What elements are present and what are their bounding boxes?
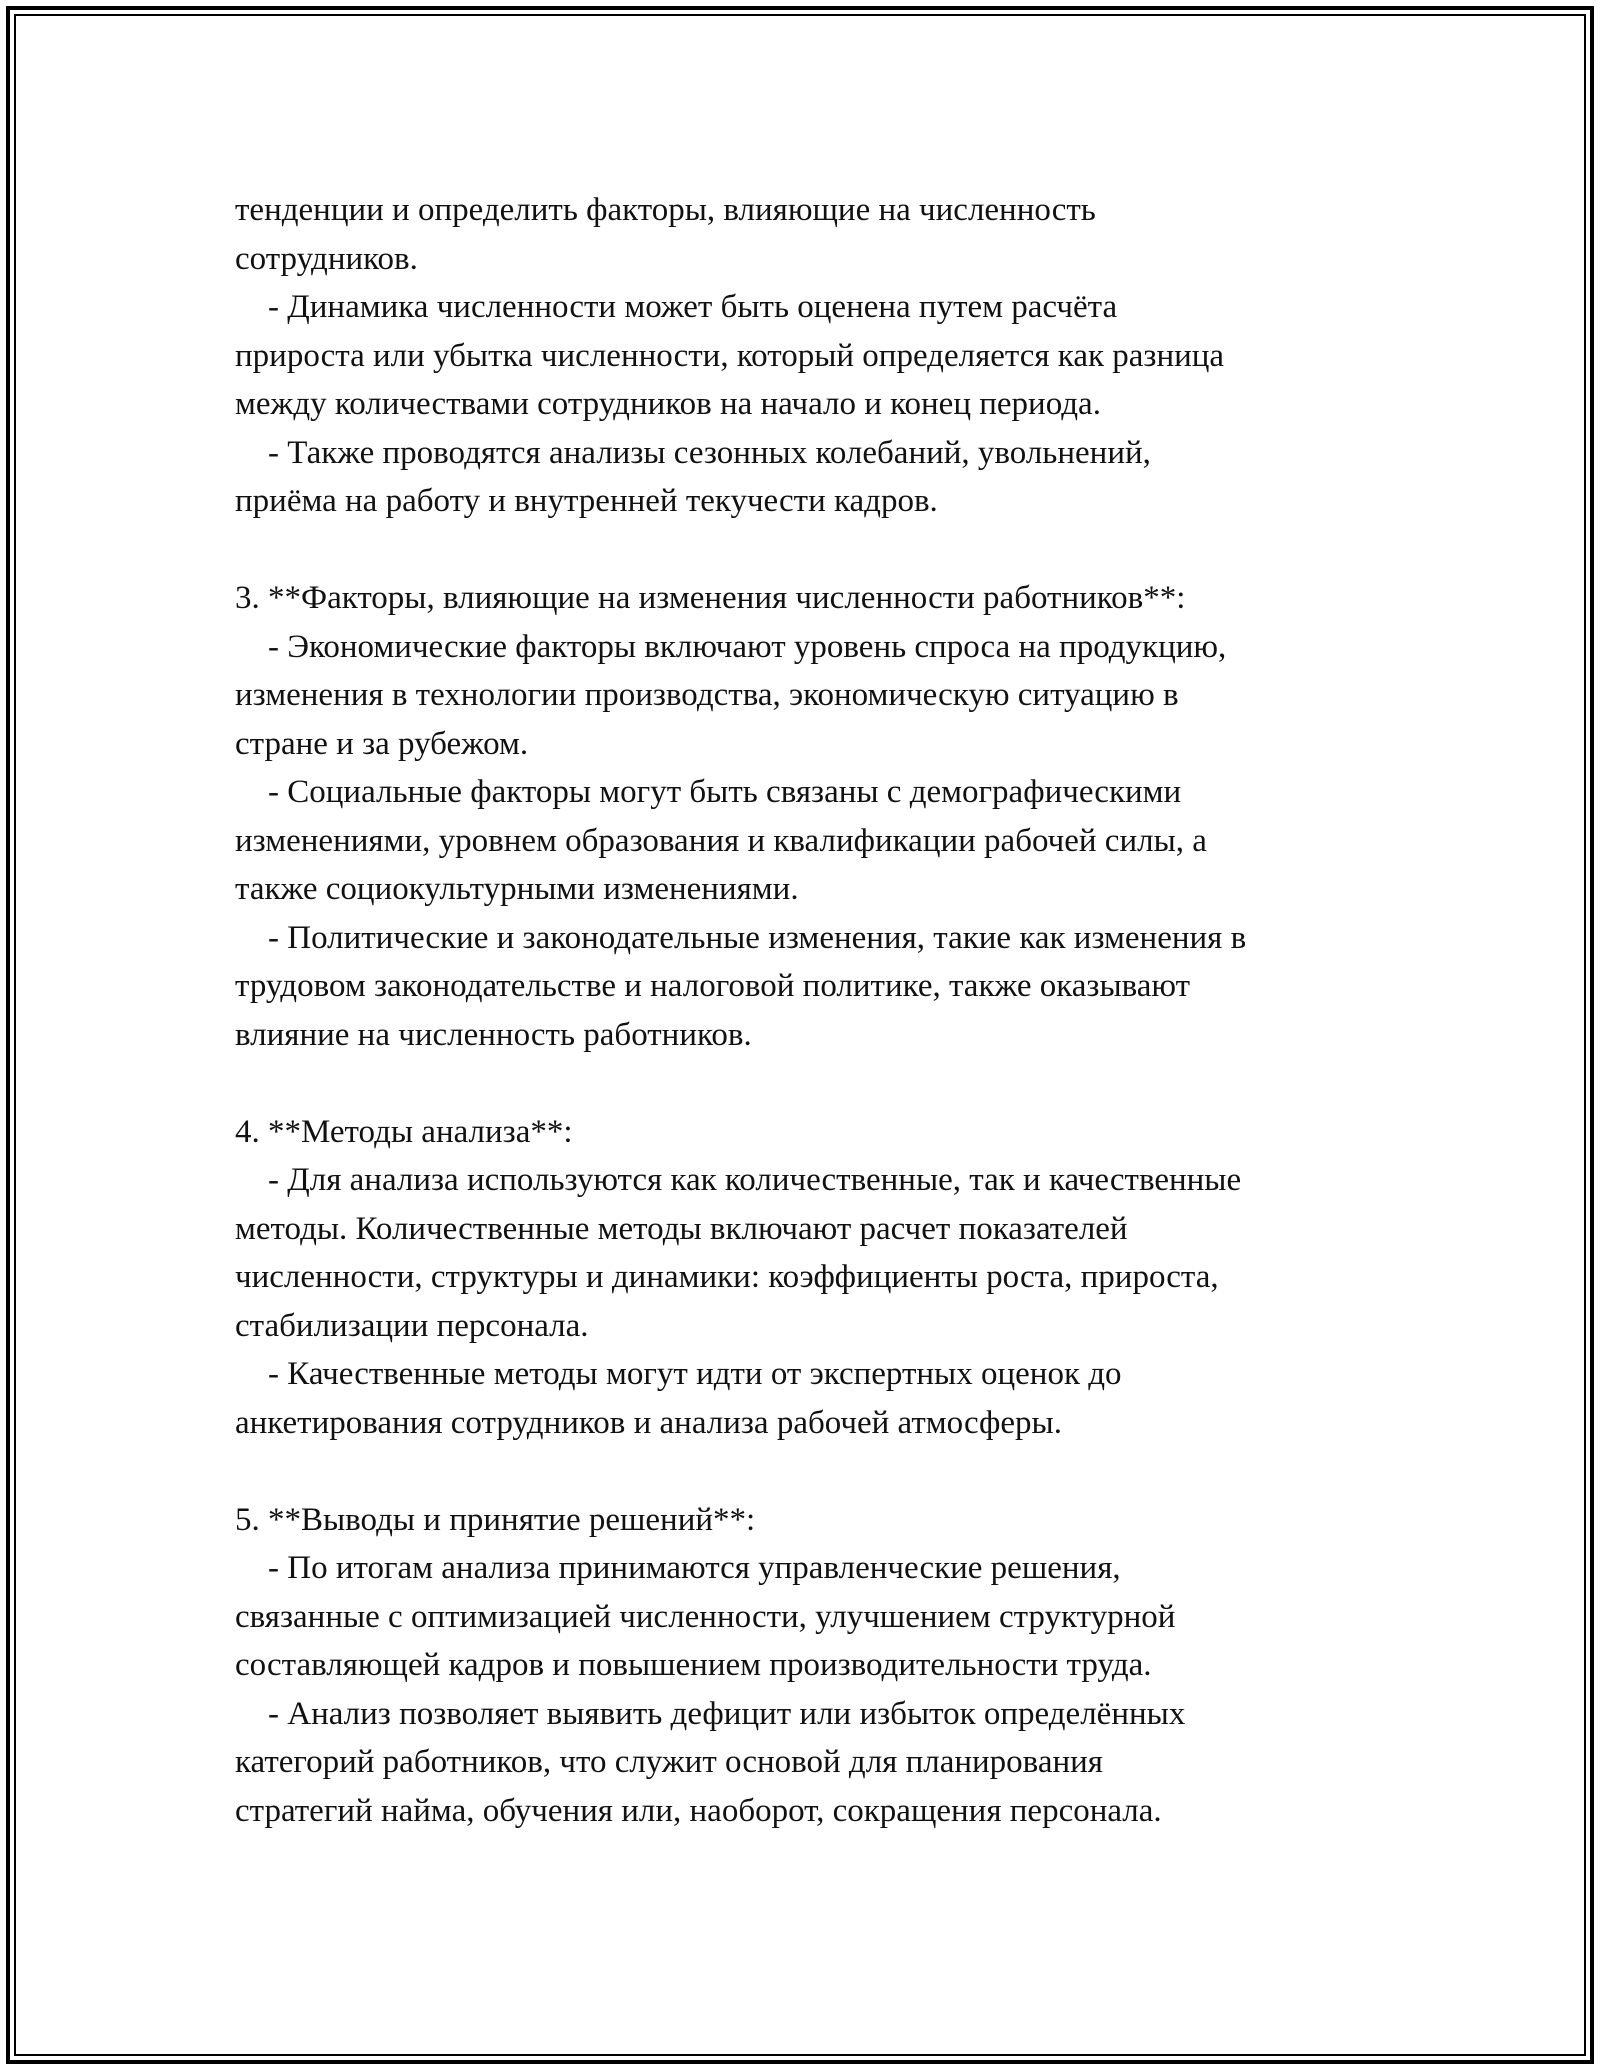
text-line: категорий работников, что служит основой для планирования [235,1744,1103,1780]
text-line: - Также проводятся анализы сезонных колебаний, увольнений, [235,434,1151,471]
text-line: анкетирования сотрудников и анализа рабочей атмосферы. [235,1404,1062,1441]
paragraph [235,1690,1435,1836]
paragraph [235,623,1435,769]
paragraph [235,186,1435,283]
text-line: изменениями, уровнем образования и квалификации рабочей силы, а [235,822,1207,859]
paragraph [235,1108,1435,1157]
text-line: 4. **Методы анализа**: [235,1113,573,1150]
text-line: - По итогам анализа принимаются управленческие решения, [235,1550,1121,1586]
text-line: также социокультурными изменениями. [235,871,799,907]
text-line: стратегий найма, обучения или, наоборот, сокращения персонала. [235,1792,1162,1829]
text-line: - Динамика численности может быть оценена путем расчёта [235,289,1118,325]
paragraph [235,768,1435,914]
text-line: прироста или убытка численности, который определяется как разница [235,337,1225,374]
text-line: трудовом законодательстве и налоговой политике, также оказывают [235,968,1191,1004]
text-line: методы. Количественные методы включают расчет показателей [235,1210,1128,1247]
text-line: тенденции и определить факторы, влияющие на численность [235,192,1096,228]
document-body [235,186,1435,1835]
text-line: - Для анализа используются как количественные, так и качественные [235,1162,1242,1198]
text-line: - Социальные факторы могут быть связаны с демографическими [235,774,1182,810]
text-line: стране и за рубежом. [235,725,529,762]
paragraph [235,1496,1435,1545]
paragraph [235,914,1435,1060]
paragraph [235,283,1435,429]
text-line: 3. **Факторы, влияющие на изменения численности работников**: [235,580,1186,616]
paragraph [235,1544,1435,1690]
paragraph [235,574,1435,623]
text-line: приёма на работу и внутренней текучести кадров. [235,483,938,519]
text-line: влияние на численность работников. [235,1016,752,1053]
text-line: - Качественные методы могут идти от экспертных оценок до [235,1356,1122,1392]
text-line: - Политические и законодательные изменения, такие как изменения в [235,919,1247,956]
paragraph [235,429,1435,526]
text-line: численности, структуры и динамики: коэффициенты роста, прироста, [235,1259,1219,1295]
text-line: - Анализ позволяет выявить дефицит или избыток определённых [235,1695,1186,1732]
text-line: изменения в технологии производства, экономическую ситуацию в [235,677,1179,713]
paragraph [235,1350,1435,1447]
text-line: 5. **Выводы и принятие решений**: [235,1501,756,1538]
paragraph [235,1156,1435,1350]
text-line: связанные с оптимизацией численности, улучшением структурной [235,1598,1176,1635]
blank-line [235,526,1435,575]
text-line: стабилизации персонала. [235,1307,589,1344]
blank-line [235,1447,1435,1496]
text-line: составляющей кадров и повышением производительности труда. [235,1647,1152,1683]
text-line: сотрудников. [235,240,418,277]
text-line: между количествами сотрудников на начало и конец периода. [235,386,1101,422]
text-line: - Экономические факторы включают уровень спроса на продукцию, [235,628,1227,665]
blank-line [235,1059,1435,1108]
